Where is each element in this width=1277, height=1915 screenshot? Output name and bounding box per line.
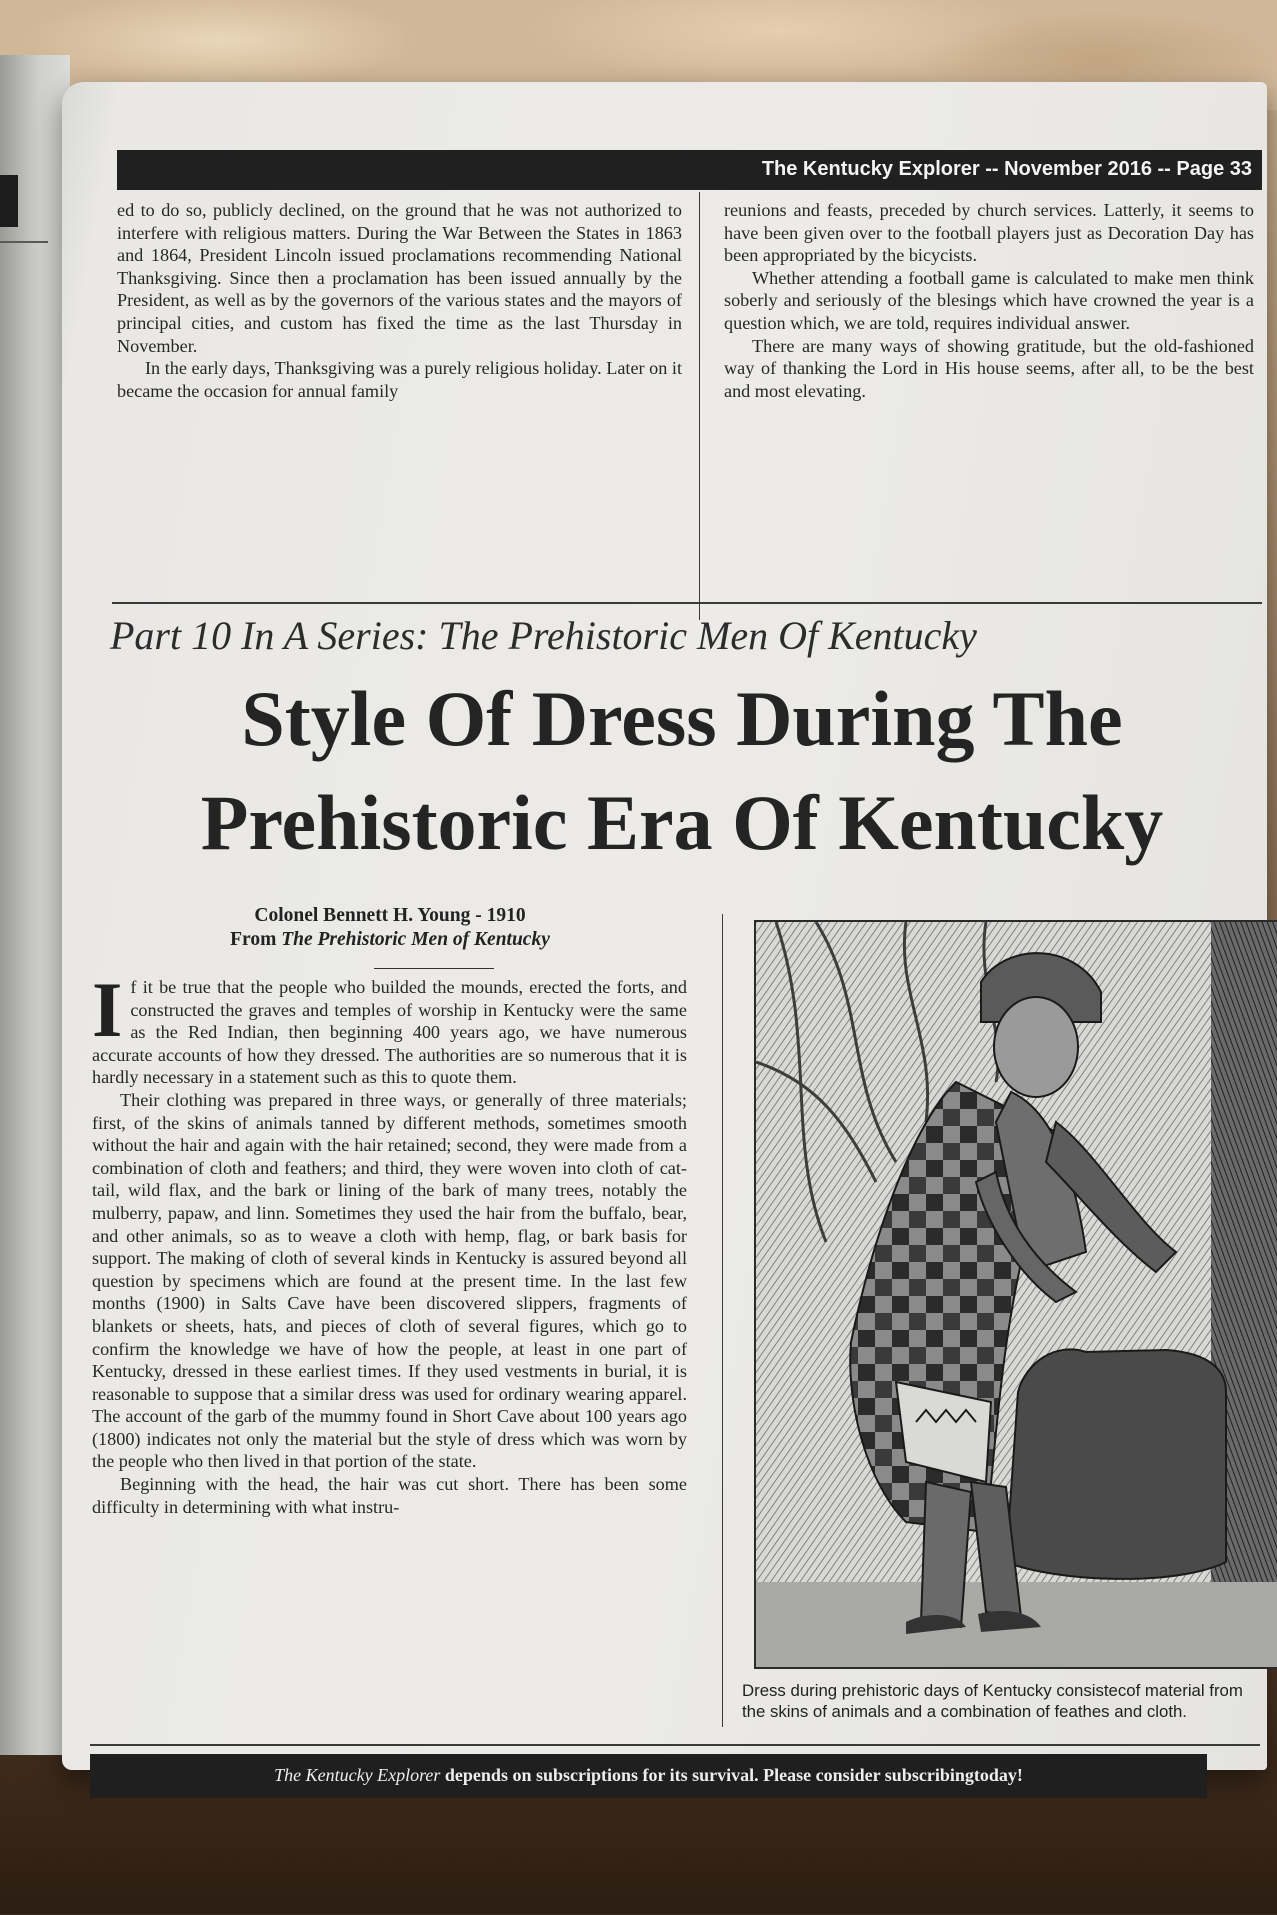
footer-banner — [90, 1754, 1207, 1798]
byline — [180, 904, 600, 952]
source-prefix: From — [230, 929, 277, 950]
running-head-bar — [117, 150, 1262, 190]
facing-page-edge — [0, 55, 70, 1755]
series-title: Part 10 In A Series: The Prehistoric Men Of Kentucky — [110, 613, 977, 658]
facing-page-header-band — [0, 175, 18, 227]
column-divider — [722, 914, 723, 1727]
running-head: The Kentucky Explorer -- November 2016 -- Page 33 — [761, 158, 1252, 180]
article-paragraph-text: f it be true that the people who builded the mounds, erected the forts, and constructed the graves and temples of worship in Kentucky were the same as the Red Indian, then beginning 400 years ago, we have numerous accurate accounts of how they dressed. The authorities are so numerous that it is hardly necessary in a statement such as this to quote them. — [92, 977, 687, 1088]
figure-caption: Dress during prehistoric days of Kentucky consistecof material from the skins of animals and a combination of feathes and cloth. — [742, 1681, 1243, 1721]
previous-article-paragraph: There are many ways of showing gratitude, but the old-fashioned way of thanking the Lord in His house seems, after all, to be the best and most elevating. — [724, 335, 1254, 401]
previous-article-paragraph: ed to do so, publicly declined, on the ground that he was not authorized to interfere with religious matters. During the War Between the States in 1863 and 1864, President Lincoln issued proclamations recommending National Thanksgiving. Since then a proclamation has been issued annually by the President, as well as by the governors of the various states and the mayors of principal cities, and custom has fixed the time as the last Thursday in November. — [117, 200, 682, 356]
article-paragraph: Their clothing was prepared in three ways, or generally of three materials; first, of the skins of animals tanned by different methods, sometimes smooth without the hair and again with the hair retained; second, they were made from a combination of cloth and feathers; and third, they were woven into cloth of cat-tail, wild flax, and the bark or lining of the bark of many trees, notably the mulberry, papaw, and linn. Sometimes they used the hair from the buffalo, bear, and other animals, so as to weave a cloth with hemp, flag, or bark basis for support. The making of cloth of several kinds in Kentucky is assured beyond all question by specimens which are found at the present time. In the last few months (1900) in Salts Cave have been discovered slippers, fragments of blankets or sheets, hats, and pieces of cloth of several figures, which go to confirm the knowledge we have of how the people, at least in one part of Kentucky, dressed in these earliest times. If they used vestments in burial, it is reasonable to suppose that a similar dress was used for ordinary wearing apparel. The account of the garb of the mummy found in Short Cave about 100 years ago (1800) indicates not only the material but the style of dress which was worn by the people who then lived in that portion of the state. — [92, 1089, 687, 1472]
article-headline — [122, 667, 1242, 875]
magazine-page — [62, 82, 1267, 1785]
previous-article-left-column — [117, 199, 682, 402]
footer-rule — [90, 1744, 1260, 1746]
previous-article-right-column — [724, 199, 1254, 402]
illustration-native-american-figure — [754, 920, 1277, 1669]
previous-article-paragraph: reunions and feasts, preceded by church services. Latterly, it seems to have been given over to the football players just as Decoration Day has been appropriated by the bicycists. — [724, 200, 1254, 266]
previous-article-paragraph: In the early days, Thanksgiving was a purely religious holiday. Later on it became the occasion for annual family — [117, 358, 682, 401]
footer-text — [90, 1765, 1207, 1786]
article-paragraph: Beginning with the head, the hair was cut short. There has been some difficulty in determining with what instru- — [92, 1474, 687, 1517]
source-title: The Prehistoric Men of Kentucky — [281, 929, 550, 950]
previous-article-paragraph: Whether attending a football game is calculated to make men think soberly and seriously of the blesings which have crowned the year is a question which, we are told, requires individual answer. — [724, 267, 1254, 333]
article-body — [92, 966, 687, 1518]
facing-page-rule — [0, 241, 48, 243]
author: Colonel Bennett H. Young - 1910 — [254, 905, 526, 926]
section-rule — [112, 602, 1262, 604]
column-divider — [699, 192, 700, 620]
drop-cap: I — [92, 966, 123, 1053]
headline-line-2: Prehistoric Era Of Kentucky — [200, 779, 1164, 866]
headline-line-1: Style Of Dress During The — [241, 675, 1123, 762]
source-line — [180, 928, 600, 952]
footer-message: depends on subscriptions for its survival. Please consider subscribingtoday! — [444, 1765, 1023, 1785]
byline-rule — [374, 968, 494, 969]
article-paragraph — [92, 966, 687, 1089]
footer-magazine-name: The Kentucky Explorer — [274, 1765, 441, 1785]
